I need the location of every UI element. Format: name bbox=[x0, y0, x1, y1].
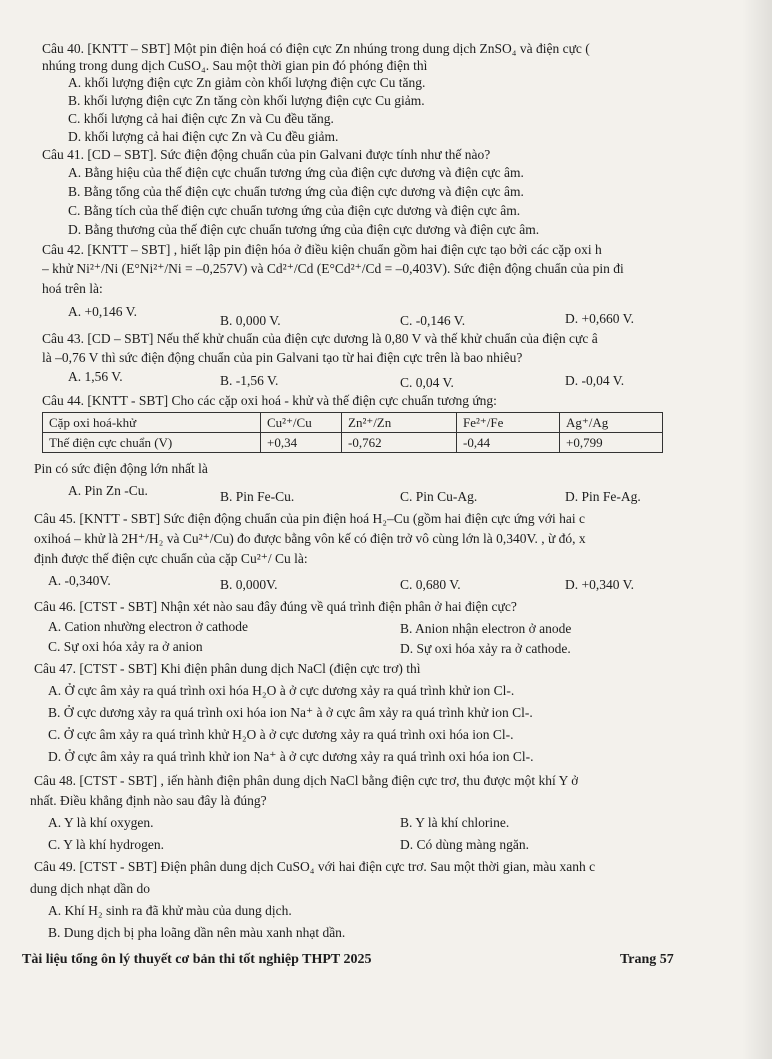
question-42-line-3: hoá trên là: bbox=[42, 281, 103, 296]
question-44-option-b: B. Pin Fe-Cu. bbox=[220, 489, 295, 504]
table-row bbox=[43, 413, 663, 433]
question-48-option-b: B. Y là khí chlorine. bbox=[400, 815, 510, 830]
question-49-line-2: dung dịch nhạt dần do bbox=[30, 881, 150, 896]
question-46-option-b: B. Anion nhận electron ở anode bbox=[400, 621, 572, 636]
table-cell: +0,799 bbox=[560, 433, 663, 453]
table-cell: Thế điện cực chuẩn (V) bbox=[43, 433, 261, 453]
question-40-option-d: D. khối lượng cả hai điện cực Zn và Cu đều giảm. bbox=[68, 129, 339, 144]
question-43-option-c: C. 0,04 V. bbox=[400, 375, 454, 390]
table-row bbox=[43, 433, 663, 453]
question-44-option-a: A. Pin Zn -Cu. bbox=[68, 483, 148, 498]
question-45-line-2: oxihoá – khử là 2H⁺/H₂ và Cu²⁺/Cu) đo được bằng vôn kế có điện trở vô cùng lớn là 0,340V. , ừ đó, x bbox=[34, 531, 586, 546]
question-44-after: Pin có sức điện động lớn nhất là bbox=[34, 461, 208, 476]
question-47-option-a: A. Ở cực âm xảy ra quá trình oxi hóa H₂O à ở cực dương xảy ra quá trình khử ion Cl-. bbox=[48, 683, 515, 698]
question-42-option-b: B. 0,000 V. bbox=[220, 313, 281, 328]
table-cell: Cu²⁺/Cu bbox=[261, 413, 342, 433]
question-49-option-b: B. Dung dịch bị pha loãng dần nên màu xanh nhạt dần. bbox=[48, 925, 346, 940]
question-42-option-d: D. +0,660 V. bbox=[565, 311, 635, 326]
question-41-option-a: A. Bằng hiệu của thế điện cực chuẩn tương ứng của điện cực dương và điện cực âm. bbox=[68, 165, 524, 180]
question-45-line-3: định được thế điện cực chuẩn của cặp Cu²⁺/ Cu là: bbox=[34, 551, 308, 566]
question-48-line-2: nhất. Điều khẳng định nào sau đây là đúng? bbox=[30, 793, 267, 808]
question-41-line-1: Câu 41. [CD – SBT]. Sức điện động chuẩn của pin Galvani được tính như thế nào? bbox=[42, 147, 491, 162]
question-45-line-1: Câu 45. [KNTT - SBT] Sức điện động chuẩn của pin điện hoá H₂–Cu (gồm hai điện cực ứng với hai c bbox=[34, 511, 585, 526]
page-edge-shadow bbox=[742, 0, 772, 1059]
question-48-option-a: A. Y là khí oxygen. bbox=[48, 815, 154, 830]
question-43-option-b: B. -1,56 V. bbox=[220, 373, 279, 388]
question-47-line-1: Câu 47. [CTST - SBT] Khi điện phân dung dịch NaCl (điện cực trơ) thì bbox=[34, 661, 421, 676]
question-40-line-2: nhúng trong dung dịch CuSO₄. Sau một thời gian pin đó phóng điện thì bbox=[42, 58, 428, 73]
question-45-option-d: D. +0,340 V. bbox=[565, 577, 635, 592]
question-44-option-c: C. Pin Cu-Ag. bbox=[400, 489, 478, 504]
question-47-option-c: C. Ở cực âm xảy ra quá trình khử H₂O à ở cực dương xảy ra quá trình oxi hóa ion Cl-. bbox=[48, 727, 514, 742]
question-48-option-d: D. Có dùng màng ngăn. bbox=[400, 837, 529, 852]
redox-potential-table bbox=[42, 412, 663, 453]
question-44-line-1: Câu 44. [KNTT - SBT] Cho các cặp oxi hoá - khử và thế điện cực chuẩn tương ứng: bbox=[42, 393, 497, 408]
question-41-option-d: D. Bằng thương của thế điện cực chuẩn tương ứng của điện cực dương và điện cực âm. bbox=[68, 222, 540, 237]
question-40-option-a: A. khối lượng điện cực Zn giảm còn khối lượng điện cực Cu tăng. bbox=[68, 75, 426, 90]
question-42-line-2: – khử Ni²⁺/Ni (E°Ni²⁺/Ni = –0,257V) và Cd²⁺/Cd (E°Cd²⁺/Cd = –0,403V). Sức điện động chuẩn của pin đi bbox=[42, 261, 624, 276]
footer-title: Tài liệu tổng ôn lý thuyết cơ bản thi tốt nghiệp THPT 2025 bbox=[22, 952, 372, 967]
table-cell: -0,44 bbox=[457, 433, 560, 453]
question-42-line-1: Câu 42. [KNTT – SBT] , hiết lập pin điện hóa ở điều kiện chuẩn gồm hai điện cực tạo bởi các cặp oxi h bbox=[42, 242, 602, 257]
question-46-option-c: C. Sự oxi hóa xảy ra ở anion bbox=[48, 639, 203, 654]
question-46-line-1: Câu 46. [CTST - SBT] Nhận xét nào sau đây đúng về quá trình điện phân ở hai điện cực? bbox=[34, 599, 517, 614]
question-48-option-c: C. Y là khí hydrogen. bbox=[48, 837, 164, 852]
question-46-option-d: D. Sự oxi hóa xảy ra ở cathode. bbox=[400, 641, 571, 656]
question-46-option-a: A. Cation nhường electron ở cathode bbox=[48, 619, 249, 634]
question-43-option-a: A. 1,56 V. bbox=[68, 369, 123, 384]
question-41-option-c: C. Bằng tích của thế điện cực chuẩn tương ứng của điện cực dương và điện cực âm. bbox=[68, 203, 521, 218]
question-43-option-d: D. -0,04 V. bbox=[565, 373, 625, 388]
question-40-option-c: C. khối lượng cả hai điện cực Zn và Cu đều tăng. bbox=[68, 111, 334, 126]
table-cell: Cặp oxi hoá-khử bbox=[43, 413, 261, 433]
question-42-option-c: C. -0,146 V. bbox=[400, 313, 466, 328]
question-42-option-a: A. +0,146 V. bbox=[68, 304, 138, 319]
table-cell: Fe²⁺/Fe bbox=[457, 413, 560, 433]
question-45-option-b: B. 0,000V. bbox=[220, 577, 278, 592]
question-45-option-c: C. 0,680 V. bbox=[400, 577, 461, 592]
question-41-option-b: B. Bằng tổng của thế điện cực chuẩn tương ứng của điện cực dương và điện cực âm. bbox=[68, 184, 524, 199]
question-49-option-a: A. Khí H₂ sinh ra đã khử màu của dung dịch. bbox=[48, 903, 292, 918]
table-cell: +0,34 bbox=[261, 433, 342, 453]
question-49-line-1: Câu 49. [CTST - SBT] Điện phân dung dịch CuSO₄ với hai điện cực trơ. Sau một thời gian, màu xanh c bbox=[34, 859, 596, 874]
question-48-line-1: Câu 48. [CTST - SBT] , iến hành điện phân dung dịch NaCl bằng điện cực trơ, thu được một khí Y ở bbox=[34, 773, 579, 788]
page-number: Trang 57 bbox=[620, 952, 674, 967]
table-cell: Zn²⁺/Zn bbox=[342, 413, 457, 433]
question-47-option-b: B. Ở cực dương xảy ra quá trình oxi hóa ion Na⁺ à ở cực âm xảy ra quá trình khử ion Cl-. bbox=[48, 705, 533, 720]
question-45-option-a: A. -0,340V. bbox=[48, 573, 111, 588]
table-cell: -0,762 bbox=[342, 433, 457, 453]
question-40-line-1: Câu 40. [KNTT – SBT] Một pin điện hoá có điện cực Zn nhúng trong dung dịch ZnSO₄ và điện cực ( bbox=[42, 41, 590, 56]
question-43-line-2: là –0,76 V thì sức điện động chuẩn của pin Galvani tạo từ hai điện cực trên là bao nhiêu? bbox=[42, 350, 523, 365]
table-cell: Ag⁺/Ag bbox=[560, 413, 663, 433]
question-44-option-d: D. Pin Fe-Ag. bbox=[565, 489, 641, 504]
question-40-option-b: B. khối lượng điện cực Zn tăng còn khối lượng điện cực Cu giảm. bbox=[68, 93, 425, 108]
question-43-line-1: Câu 43. [CD – SBT] Nếu thế khử chuẩn của điện cực dương là 0,80 V và thế khử chuẩn của điện cực â bbox=[42, 331, 598, 346]
question-47-option-d: D. Ở cực âm xảy ra quá trình khử ion Na⁺ à ở cực dương xảy ra quá trình oxi hóa ion Cl-. bbox=[48, 749, 534, 764]
